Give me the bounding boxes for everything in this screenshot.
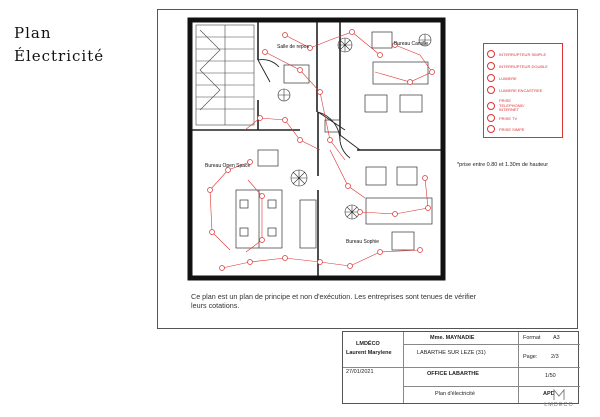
- legend-item: [487, 86, 542, 94]
- legend-label: PRISE TELEPHONE/ INTERNET: [499, 98, 525, 112]
- legend-label: INTERRUPTEUR SIMPLE: [499, 51, 547, 57]
- legend-label: INTERRUPTEUR DOUBLE: [499, 63, 548, 69]
- page-value: 2/3: [551, 354, 559, 360]
- page-label: Page:: [523, 354, 538, 360]
- tv-outlet-icon: [487, 114, 495, 122]
- room-label-bureau-open-space: Bureau Open Space: [205, 163, 251, 169]
- brand-logo-text: LMDECO: [544, 402, 574, 408]
- legend-label: PRISE TV: [499, 115, 518, 121]
- format-value: A3: [553, 335, 560, 341]
- format-label: Format: [523, 335, 541, 341]
- legend-label: PRISE SIMPE: [499, 126, 525, 132]
- title-block-divider: [343, 367, 403, 368]
- double-switch-icon: [487, 62, 495, 70]
- legend-item: [487, 114, 517, 122]
- room-label-salle-repos: Salle de repos: [277, 44, 309, 50]
- drawing-scale: 1/50: [545, 373, 556, 379]
- legend: [483, 43, 563, 138]
- brand-mark-icon: [553, 389, 565, 401]
- simple-switch-icon: [487, 50, 495, 58]
- project-name: OFFICE LABARTHE: [427, 371, 479, 377]
- light-icon: [487, 74, 495, 82]
- title-block-divider: [403, 386, 580, 387]
- legend-item: [487, 99, 537, 113]
- legend-item: [487, 50, 546, 58]
- plan-name: Plan d'électricité: [435, 391, 475, 397]
- simple-outlet-icon: [487, 125, 495, 133]
- brand-logo: [539, 389, 579, 408]
- phone-outlet-icon: [487, 102, 495, 110]
- recessed-light-icon: [487, 86, 495, 94]
- title-block-divider: [403, 344, 580, 345]
- page-title-line1: Plan: [14, 24, 52, 42]
- outlet-height-note: *prise entre 0.80 et 1.30m de hauteur: [457, 162, 549, 168]
- page-title-line2: Électricité: [14, 47, 105, 65]
- client-name: Mme. MAYNADIE: [430, 335, 475, 341]
- drawing-date: 27/01/2021: [346, 369, 374, 375]
- legend-item: [487, 125, 525, 133]
- designer-name: Laurent Marylene: [346, 350, 392, 356]
- legend-label: LUMIERE ENCASTREE: [499, 87, 543, 93]
- legend-label: LUMIERE: [499, 75, 517, 81]
- project-phase: APD: [543, 391, 555, 397]
- legend-item: [487, 74, 517, 82]
- title-block-divider: [403, 367, 580, 368]
- legend-item: [487, 62, 548, 70]
- furniture: [236, 32, 432, 250]
- company-name: LMDÉCO: [356, 341, 380, 347]
- room-label-bureau-camille: Bureau Camille: [394, 41, 429, 47]
- interior-walls: [192, 22, 441, 276]
- staircase: [196, 25, 254, 125]
- room-label-bureau-sophie: Bureau Sophie: [346, 239, 380, 245]
- disclaimer-text: Ce plan est un plan de principe et non d'exécution. Les entreprises sont tenues de vérifier leurs cotations.: [191, 292, 477, 310]
- project-location: LABARTHE SUR LEZE (31): [417, 350, 486, 356]
